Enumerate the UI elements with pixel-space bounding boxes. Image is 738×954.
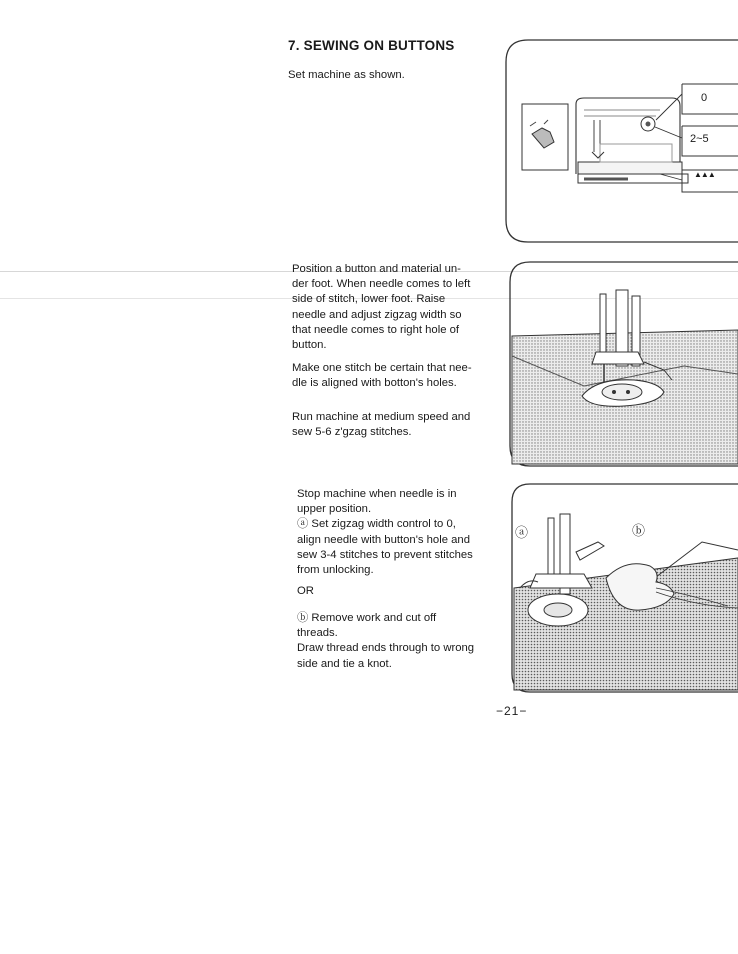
sewing-machine-drawing [576,98,688,183]
page-number: −21− [496,704,528,718]
figure-button-under-foot [504,256,738,470]
figure-finishing-options [506,478,738,698]
callout-stitch-length [682,84,738,114]
instruction-set-machine: Set machine as shown. [288,69,405,81]
figure-label-b: ⓑ [632,523,646,538]
instruction-stop-machine: Stop machine when needle is in upper position. ⓐ Set zigzag width control to 0, align needle with button's hole and sew 3-4 stitches to prevent stitches from unlocking. [297,488,473,577]
section-title: 7. SEWING ON BUTTONS [288,38,455,53]
instruction-position-button: Position a button and material un- der foot. When needle comes to left side of stitch, lower foot. Raise needle and adjust zigzag width so that needle comes to right hole of button. [292,263,471,352]
callout-value-top: 0 [701,92,708,104]
instruction-make-stitch: Make one stitch be certain that nee- dle is aligned with botton's holes. [292,362,472,390]
callout-value-middle: 2~5 [690,133,709,145]
instruction-run-machine: Run machine at medium speed and sew 5-6 z'gzag stitches. [292,411,471,439]
instruction-remove-work: ⓑ Remove work and cut off threads. Draw thread ends through to wrong side and tie a knot. [297,612,475,670]
instruction-or: OR [297,585,314,597]
figure-label-a: ⓐ [515,525,529,540]
callout-value-bottom: ▲▲▲ [694,170,715,179]
